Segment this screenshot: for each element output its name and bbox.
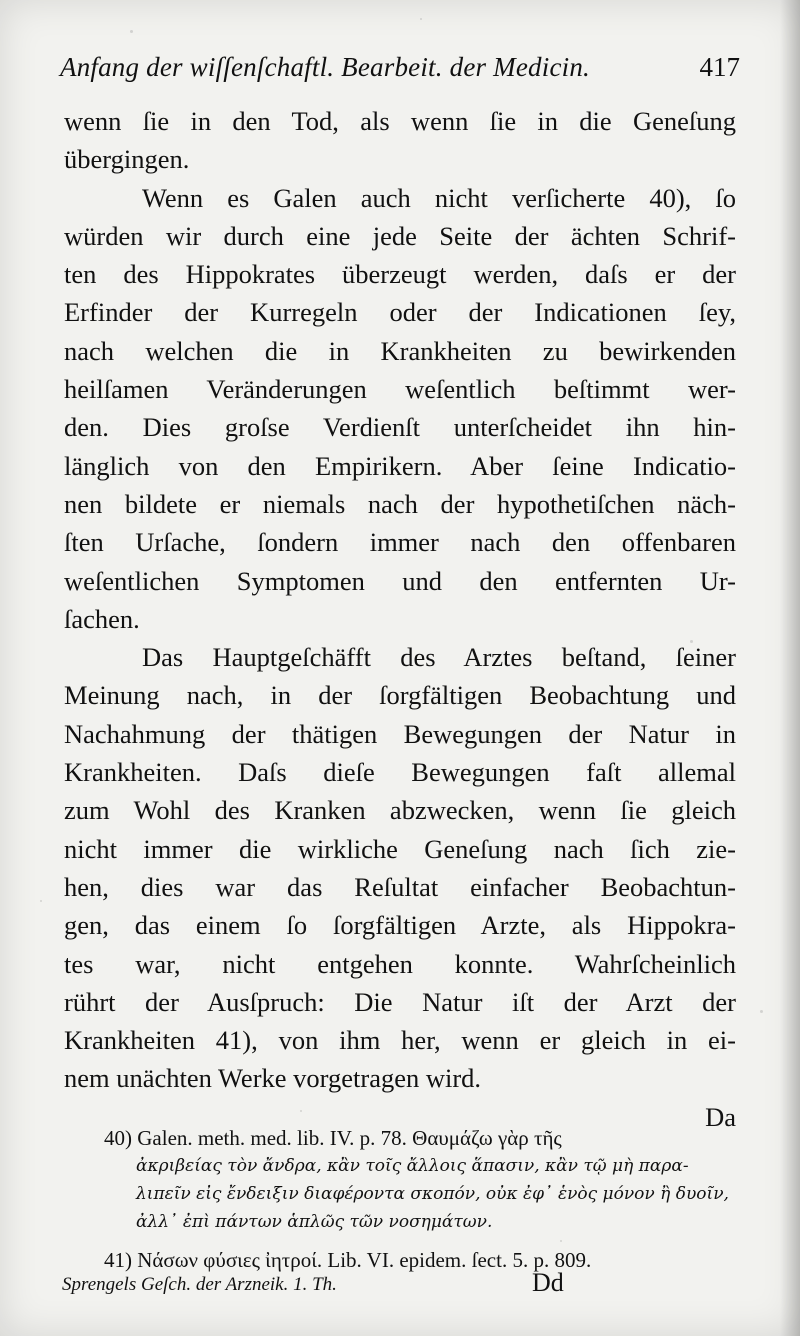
text-line: Meinung nach, in der ſorgfältigen Beobachtung und	[64, 680, 736, 711]
text-line: Krankheiten. Daſs dieſe Bewegungen faſt allemal	[64, 757, 736, 788]
text-line: Das Hauptgeſchäfft des Arztes beſtand, ſeiner	[142, 642, 736, 673]
footnote-41-text: Νάσων φύσιες ἰητροί. Lib. VI. epidem. ſect. 5. p. 809.	[137, 1248, 592, 1272]
text-line: nen bildete er niemals nach der hypothetiſchen näch-	[64, 488, 736, 519]
signature-text: Sprengels Geſch. der Arzneik. 1. Th.	[62, 1274, 337, 1295]
text-line: rührt der Ausſpruch: Die Natur iſt der Arzt der	[64, 986, 736, 1017]
text-line: heilſamen Veränderungen weſentlich beſtimmt wer-	[64, 374, 736, 405]
catchword: Da	[705, 1101, 736, 1132]
footnote-40-greek-line: ἀκριβείας τὸν ἄνδρα, κἂν τοῖς ἄλλοις ἅπασιν, κἂν τῷ μὴ παρα-	[136, 1156, 689, 1176]
footnote-40-text: Galen. meth. med. lib. IV. p. 78. Θαυμάζω γὰρ τῆς	[137, 1126, 562, 1150]
text-line: wenn ſie in den Tod, als wenn ſie in die Geneſung	[64, 106, 736, 136]
footnote-40-greek-line: λιπεῖν εἰς ἔνδειξιν διαφέροντα σκοπόν, οὐκ ἐφ᾽ ἑνὸς μόνον ἢ δυοῖν,	[136, 1184, 729, 1204]
text-line: Nachahmung der thätigen Bewegungen der Natur in	[64, 718, 736, 749]
text-line: ſachen.	[64, 603, 140, 634]
footnote-40-label: 40)	[104, 1126, 132, 1150]
signature-line	[62, 1268, 738, 1302]
text-line: Krankheiten 41), von ihm her, wenn er gleich in ei-	[64, 1025, 736, 1056]
page-edge-shadow	[780, 0, 800, 1336]
text-line: nach welchen die in Krankheiten zu bewirkenden	[64, 335, 736, 366]
text-line: weſentlichen Symptomen und den entfernten Ur-	[64, 565, 736, 596]
running-head-title: Anfang der wiſſenſchaftl. Bearbeit. der Medicin.	[60, 52, 590, 82]
running-head	[60, 52, 740, 92]
text-line: nem unächten Werke vorgetragen wird.	[64, 1063, 482, 1094]
text-line: hen, dies war das Reſultat einfacher Beobachtun-	[64, 871, 736, 902]
text-line: Wenn es Galen auch nicht verſicherte 40), ſo	[142, 182, 736, 213]
text-line: ſten Urſache, ſondern immer nach den offenbaren	[64, 527, 736, 558]
text-line: ten des Hippokrates überzeugt werden, daſs er der	[64, 259, 736, 290]
text-line: den. Dies groſse Verdienſt unterſcheidet ihn hin-	[64, 412, 736, 443]
text-line: länglich von den Empirikern. Aber ſeine Indicatio-	[64, 450, 736, 481]
footnote-41-label: 41)	[104, 1248, 132, 1272]
signature-mark: Dd	[532, 1268, 564, 1297]
text-line: gen, das einem ſo ſorgfältigen Arzte, als Hippokra-	[64, 910, 736, 941]
page-number: 417	[699, 52, 740, 82]
text-line: würden wir durch eine jede Seite der ächten Schrif-	[64, 220, 736, 251]
footnote-40	[64, 1124, 736, 1152]
footnote-40-greek-line: ἀλλ᾽ ἐπὶ πάντων ἁπλῶς τῶν νοσημάτων.	[136, 1212, 493, 1232]
text-line: tes war, nicht entgehen konnte. Wahrſcheinlich	[64, 948, 736, 979]
text-line: zum Wohl des Kranken abzwecken, wenn ſie gleich	[64, 795, 736, 826]
text-line: Erfinder der Kurregeln oder der Indicationen ſey,	[64, 297, 736, 328]
footnotes	[64, 1124, 736, 1274]
body-text	[64, 102, 736, 1136]
text-line: übergingen.	[64, 144, 190, 175]
text-line: nicht immer die wirkliche Geneſung nach ſich zie-	[64, 833, 736, 864]
